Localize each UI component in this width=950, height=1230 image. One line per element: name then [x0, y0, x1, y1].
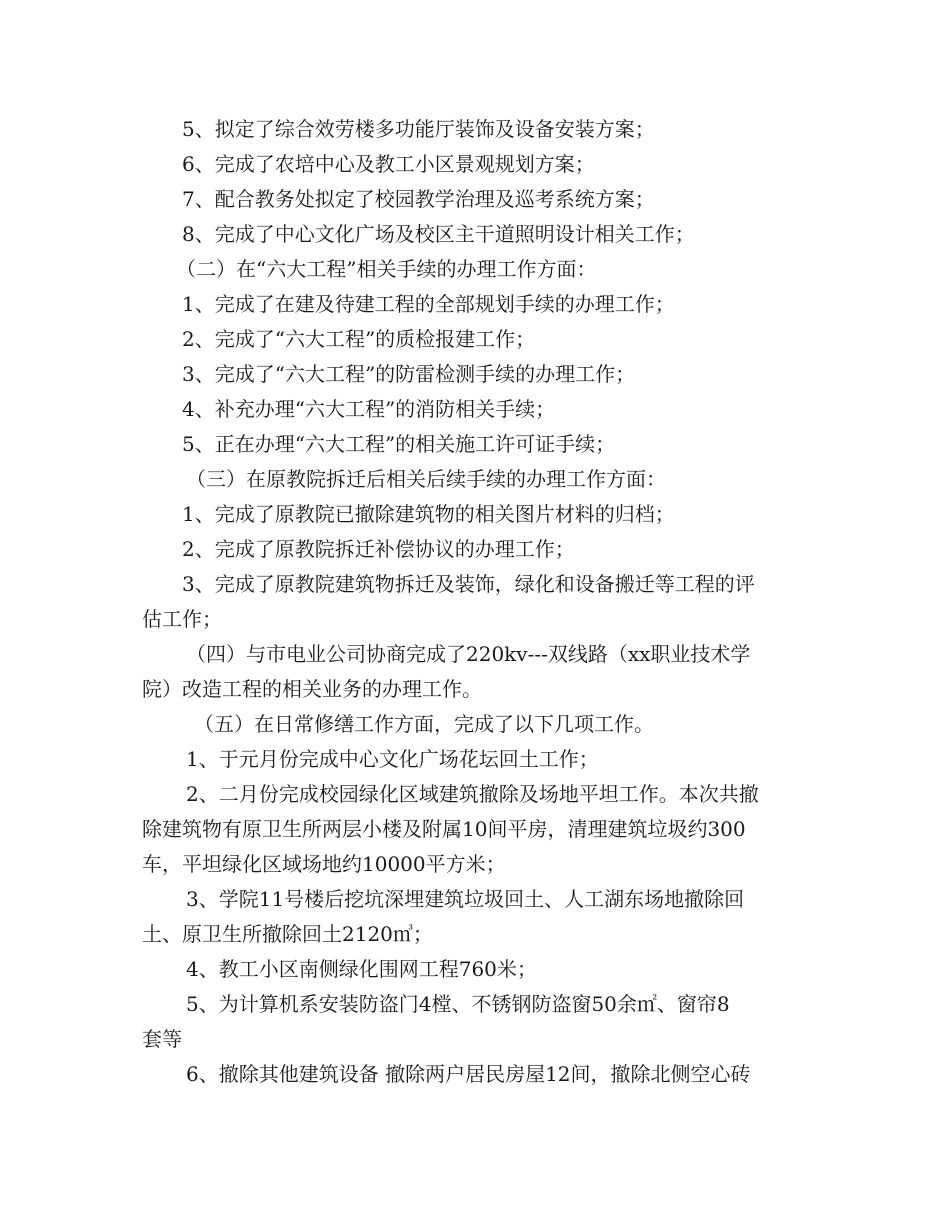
list-item-7-plan: 7、配合教务处拟定了校园教学治理及巡考系统方案；	[182, 187, 655, 211]
list-item-5-procedures: 5、正在办理“六大工程”的相关施工许可证手续；	[182, 432, 616, 456]
document-body	[142, 112, 812, 1092]
list-item-2-procedures: 2、完成了“六大工程”的质检报建工作；	[182, 327, 536, 351]
section-heading-4-cont: 院）改造工程的相关业务的办理工作。	[142, 677, 482, 701]
list-item-3-procedures: 3、完成了“六大工程”的防雷检测手续的办理工作；	[182, 362, 636, 386]
list-item-2-repair-cont-2: 车，平坦绿化区域场地约10000平方米；	[142, 852, 506, 876]
section-heading-5: （五）在日常修缮工作方面，完成了以下几项工作。	[194, 712, 654, 736]
list-item-1-repair: 1、于元月份完成中心文化广场花坛回土工作；	[186, 747, 599, 771]
list-item-2-relocation: 2、完成了原教院拆迁补偿协议的办理工作；	[182, 537, 575, 561]
section-heading-3: （三）在原教院拆迁后相关后续手续的办理工作方面：	[186, 467, 666, 491]
list-item-3-repair: 3、学院11号楼后挖坑深埋建筑垃圾回土、人工湖东场地撤除回	[186, 887, 745, 911]
list-item-6-plan: 6、完成了农培中心及教工小区景观规划方案；	[182, 152, 595, 176]
list-item-5-repair-cont: 套等	[142, 1027, 182, 1051]
list-item-8-plan: 8、完成了中心文化广场及校区主干道照明设计相关工作；	[182, 222, 695, 246]
list-item-6-repair: 6、撤除其他建筑设备 撤除两户居民房屋12间，撤除北侧空心砖	[186, 1062, 751, 1086]
list-item-3-repair-cont: 土、原卫生所撤除回土2120㎥；	[142, 922, 433, 946]
list-item-1-relocation: 1、完成了原教院已撤除建筑物的相关图片材料的归档；	[182, 502, 675, 526]
list-item-3-relocation: 3、完成了原教院建筑物拆迁及装饰，绿化和设备搬迁等工程的评	[182, 572, 755, 596]
list-item-2-repair: 2、二月份完成校园绿化区域建筑撤除及场地平坦工作。本次共撤	[186, 782, 759, 806]
list-item-4-repair: 4、教工小区南侧绿化围网工程760米；	[186, 957, 537, 981]
section-heading-2: （二）在“六大工程”相关手续的办理工作方面：	[176, 257, 597, 281]
section-heading-4: （四）与市电业公司协商完成了220kv---双线路（xx职业技术学	[186, 642, 751, 666]
list-item-4-procedures: 4、补充办理“六大工程”的消防相关手续；	[182, 397, 556, 421]
list-item-2-repair-cont-1: 除建筑物有原卫生所两层小楼及附属10间平房，清理建筑垃圾约300	[142, 817, 746, 841]
list-item-5-plan: 5、拟定了综合效劳楼多功能厅装饰及设备安装方案；	[182, 117, 655, 141]
list-item-3-relocation-cont: 估工作；	[142, 607, 222, 631]
list-item-5-repair: 5、为计算机系安装防盗门4樘、不锈钢防盗窗50余㎡、窗帘8	[186, 992, 730, 1016]
list-item-1-procedures: 1、完成了在建及待建工程的全部规划手续的办理工作；	[182, 292, 675, 316]
